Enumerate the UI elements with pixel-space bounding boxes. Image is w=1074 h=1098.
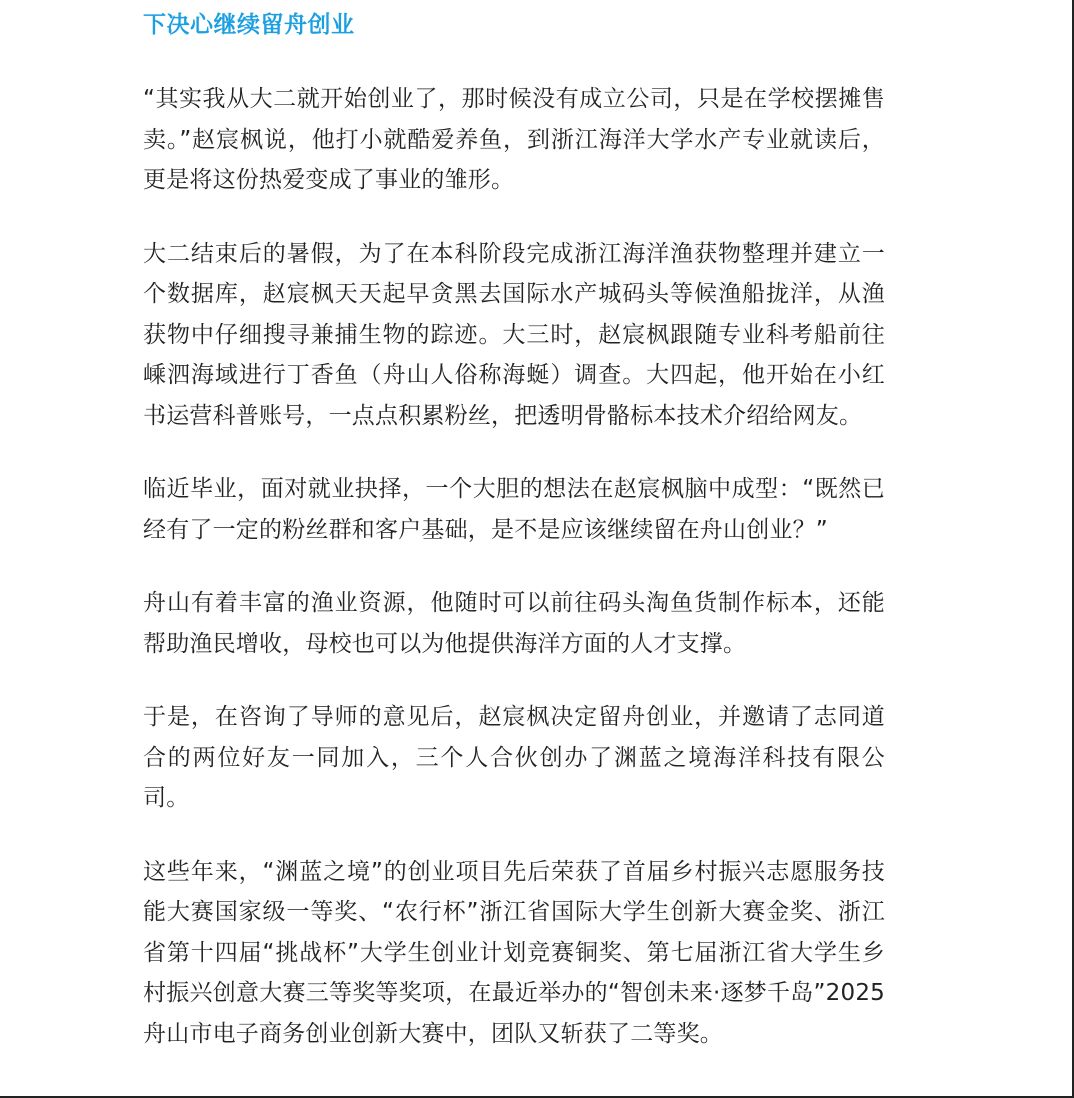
- article-paragraph: 这些年来，“渊蓝之境”的创业项目先后荣获了首届乡村振兴志愿服务技能大赛国家级一等奖、“农行杯”浙江省国际大学生创新大赛金奖、浙江省第十四届“挑战杯”大学生创业计划竞赛铜奖、第七届浙江省大学生乡村振兴创意大赛三等奖等奖项，在最近举办的“智创未来·逐梦千岛”2025舟山市电子商务创业创新大赛中，团队又斩获了二等奖。: [143, 858, 885, 1047]
- article-paragraph: 大二结束后的暑假，为了在本科阶段完成浙江海洋渔获物整理并建立一个数据库，赵宸枫天天起早贪黑去国际水产城码头等候渔船拢洋，从渔获物中仔细搜寻兼捕生物的踪迹。大三时，赵宸枫跟随专业科考船前往嵊泗海域进行丁香鱼（舟山人俗称海蜒）调查。大四起，他开始在小红书运营科普账号，一点点积累粉丝，把透明骨骼标本技术介绍给网友。: [143, 240, 885, 429]
- article-paragraph: 临近毕业，面对就业抉择，一个大胆的想法在赵宸枫脑中成型：“既然已经有了一定的粉丝群和客户基础，是不是应该继续留在舟山创业？”: [143, 476, 885, 543]
- section-heading: 下决心继续留舟创业: [143, 12, 355, 38]
- article-paragraph: 于是，在咨询了导师的意见后，赵宸枫决定留舟创业，并邀请了志同道合的两位好友一同加入，三个人合伙创办了渊蓝之境海洋科技有限公司。: [143, 704, 885, 811]
- article-paragraph: 舟山有着丰富的渔业资源，他随时可以前往码头淘鱼货制作标本，还能帮助渔民增收，母校也可以为他提供海洋方面的人才支撑。: [143, 590, 885, 657]
- article-body: [143, 0, 885, 1054]
- article-paragraph: “其实我从大二就开始创业了，那时候没有成立公司，只是在学校摆摊售卖。”赵宸枫说，他打小就酷爱养鱼，到浙江海洋大学水产专业就读后，更是将这份热爱变成了事业的雏形。: [143, 86, 885, 193]
